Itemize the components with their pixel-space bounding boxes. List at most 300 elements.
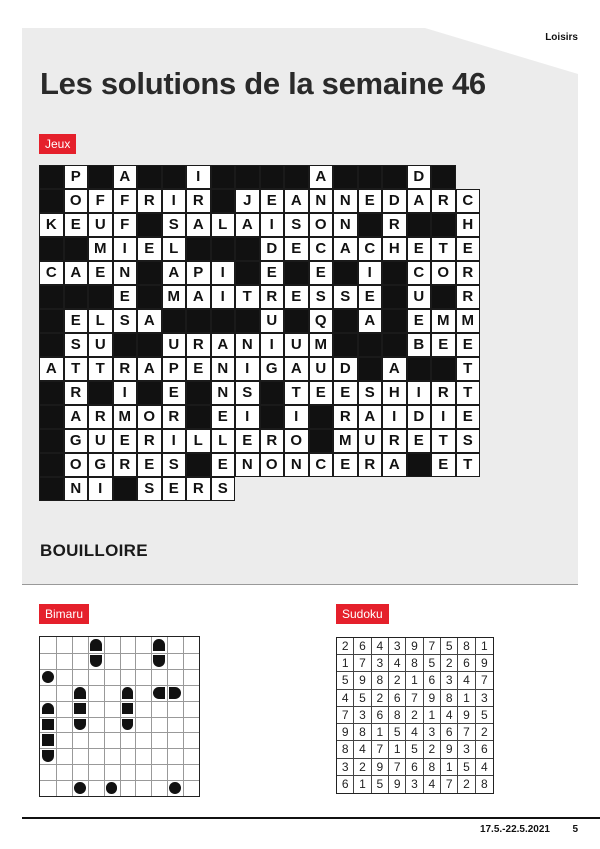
sudoku-cell: 6 [372,707,389,724]
sudoku-cell: 3 [458,741,475,758]
crossword-letter-cell: M [333,429,358,453]
crossword-black-cell [260,381,285,405]
crossword-black-cell [382,333,407,357]
ship-bottom-segment [90,655,102,667]
crossword-black-cell [382,261,407,285]
crossword-letter-cell: E [358,189,383,213]
crossword-letter-cell: S [284,213,309,237]
sudoku-cell: 4 [458,672,475,689]
ship-circle-segment [42,671,54,683]
sudoku-cell: 4 [406,724,423,741]
crossword-black-cell [284,261,309,285]
sudoku-cell: 4 [354,741,371,758]
ship-bottom-segment [74,719,86,731]
crossword-black-cell [358,357,383,381]
sudoku-cell: 5 [406,741,423,758]
crossword-letter-cell: E [456,405,481,429]
crossword-letter-cell: N [235,333,260,357]
crossword-letter-cell: O [260,453,285,477]
crossword-letter-cell: E [137,237,162,261]
crossword-letter-cell: E [64,213,89,237]
crossword-black-cell [137,381,162,405]
crossword-letter-cell: S [456,429,481,453]
crossword-black-cell [137,333,162,357]
bimaru-grid-line [40,732,199,733]
sudoku-cell: 2 [458,776,475,793]
crossword-letter-cell: R [64,381,89,405]
crossword-black-cell [407,213,432,237]
crossword-letter-cell: E [407,237,432,261]
crossword-letter-cell: S [358,381,383,405]
crossword-letter-cell: I [382,405,407,429]
crossword-black-cell [186,453,211,477]
sudoku-cell: 6 [354,638,371,655]
sudoku-cell: 7 [372,741,389,758]
page-number: 5 [572,824,578,835]
crossword-letter-cell: G [64,429,89,453]
sudoku-cell: 3 [441,672,458,689]
crossword-letter-cell: C [358,237,383,261]
ship-top-segment [122,687,134,699]
crossword-black-cell [333,309,358,333]
bimaru-grid-line [183,637,184,796]
crossword-letter-cell: E [358,285,383,309]
crossword-letter-cell: A [39,357,64,381]
crossword-letter-cell: L [162,237,187,261]
crossword-letter-cell: E [456,333,481,357]
crossword-black-cell [39,453,64,477]
crossword-black-cell [211,165,236,189]
crossword-black-cell [64,237,89,261]
sudoku-cell: 2 [389,672,406,689]
sudoku-cell: 7 [354,655,371,672]
sudoku-cell: 9 [458,707,475,724]
crossword-black-cell [137,213,162,237]
bimaru-grid-line [151,637,152,796]
crossword-letter-cell: T [456,381,481,405]
crossword-black-cell [235,165,260,189]
crossword-letter-cell: R [113,453,138,477]
crossword-letter-cell: E [284,237,309,261]
sudoku-cell: 3 [372,655,389,672]
crossword-letter-cell: A [284,189,309,213]
sudoku-cell: 3 [354,707,371,724]
crossword-letter-cell: M [162,285,187,309]
crossword-letter-cell: T [456,357,481,381]
sudoku-cell: 7 [441,776,458,793]
crossword-black-cell [137,261,162,285]
crossword-letter-cell: O [309,213,334,237]
ship-circle-segment [74,782,86,794]
crossword-letter-cell: M [113,405,138,429]
crossword-letter-cell: R [186,333,211,357]
bimaru-grid-line [40,764,199,765]
crossword-black-cell [88,381,113,405]
crossword-letter-cell: I [211,261,236,285]
sudoku-cell: 4 [337,690,354,707]
crossword-black-cell [186,309,211,333]
crossword-letter-cell: S [162,213,187,237]
crossword-letter-cell: R [260,429,285,453]
sudoku-cell: 9 [354,672,371,689]
crossword-letter-cell: U [88,429,113,453]
crossword-letter-cell: A [211,333,236,357]
sudoku-cell: 9 [389,776,406,793]
crossword-letter-cell: U [88,213,113,237]
sudoku-cell: 6 [406,759,423,776]
crossword-letter-cell: A [333,237,358,261]
sudoku-cell: 7 [424,638,441,655]
ship-circle-segment [169,782,181,794]
crossword-letter-cell: R [456,261,481,285]
ship-top-segment [74,687,86,699]
crossword-black-cell [113,333,138,357]
crossword-letter-cell: R [113,357,138,381]
sudoku-cell: 5 [354,690,371,707]
crossword-letter-cell: S [113,309,138,333]
jeux-tag: Jeux [39,134,76,154]
crossword-black-cell [39,477,64,501]
crossword-letter-cell: A [64,405,89,429]
sudoku-cell: 8 [480,776,488,791]
crossword-letter-cell: T [88,357,113,381]
footer-rule [22,817,600,819]
crossword-letter-cell: E [431,453,456,477]
crossword-letter-cell: I [211,285,236,309]
crossword-letter-cell: A [162,261,187,285]
crossword-letter-cell: R [88,405,113,429]
crossword-letter-cell: J [235,189,260,213]
sudoku-cell: 5 [441,638,458,655]
ship-middle-segment [122,703,134,715]
crossword-letter-cell: E [113,429,138,453]
sudoku-cell: 9 [476,655,493,672]
bimaru-grid-line [40,780,199,781]
crossword-black-cell [284,309,309,333]
crossword-letter-cell: U [162,333,187,357]
crossword-letter-cell: O [64,189,89,213]
crossword-letter-cell: N [113,261,138,285]
sudoku-cell: 1 [406,672,423,689]
crossword-letter-cell: I [162,429,187,453]
crossword-black-cell [64,285,89,309]
crossword-letter-cell: U [88,333,113,357]
sudoku-cell: 9 [406,638,423,655]
crossword-letter-cell: C [456,189,481,213]
crossword-letter-cell: R [186,189,211,213]
crossword-letter-cell: E [309,381,334,405]
crossword-letter-cell: I [260,213,285,237]
crossword-black-cell [382,285,407,309]
crossword-black-cell [235,309,260,333]
sudoku-cell: 7 [406,690,423,707]
sudoku-cell: 2 [424,741,441,758]
crossword-black-cell [284,165,309,189]
sudoku-cell: 1 [441,759,458,776]
crossword-letter-cell: A [407,189,432,213]
crossword-black-cell [407,357,432,381]
crossword-black-cell [211,237,236,261]
crossword-letter-cell: E [137,453,162,477]
sudoku-cell: 7 [337,707,354,724]
crossword-letter-cell: M [456,309,481,333]
crossword-black-cell [333,165,358,189]
crossword-letter-cell: I [235,405,260,429]
crossword-letter-cell: E [162,477,187,501]
crossword-letter-cell: F [88,189,113,213]
crossword-letter-cell: T [431,237,456,261]
sudoku-cell: 3 [424,724,441,741]
crossword-letter-cell: M [88,237,113,261]
bimaru-grid-line [167,637,168,796]
crossword-black-cell [186,405,211,429]
crossword-black-cell [39,405,64,429]
crossword-letter-cell: H [382,237,407,261]
crossword-letter-cell: A [382,453,407,477]
crossword-letter-cell: E [333,453,358,477]
crossword-black-cell [39,165,64,189]
crossword-letter-cell: I [88,477,113,501]
crossword-letter-cell: T [284,381,309,405]
crossword-black-cell [431,165,456,189]
crossword-letter-cell: I [186,165,211,189]
sudoku-cell: 9 [372,759,389,776]
crossword-letter-cell: I [113,381,138,405]
crossword-letter-cell: G [260,357,285,381]
sudoku-cell: 4 [476,759,493,776]
sudoku-cell: 4 [424,776,441,793]
crossword-letter-cell: I [407,381,432,405]
sudoku-cell: 2 [476,724,493,741]
sudoku-cell: 3 [406,776,423,793]
crossword-letter-cell: A [64,261,89,285]
crossword-letter-cell: C [407,261,432,285]
crossword-letter-cell: S [309,285,334,309]
crossword-letter-cell: F [113,189,138,213]
ship-bottom-segment [42,750,54,762]
crossword-letter-cell: N [211,357,236,381]
crossword-letter-cell: A [235,213,260,237]
crossword-black-cell [309,405,334,429]
crossword-letter-cell: I [113,237,138,261]
sudoku-cell: 1 [458,690,475,707]
crossword-letter-cell: N [333,189,358,213]
crossword-black-cell [358,165,383,189]
crossword-letter-cell: A [137,309,162,333]
sudoku-cell: 8 [354,724,371,741]
sudoku-cell: 2 [354,759,371,776]
crossword-letter-cell: U [358,429,383,453]
crossword-letter-cell: I [431,405,456,429]
crossword-letter-cell: A [186,285,211,309]
sudoku-cell: 3 [337,759,354,776]
crossword-black-cell [211,309,236,333]
crossword-letter-cell: F [113,213,138,237]
crossword-letter-cell: R [431,381,456,405]
crossword-answer: BOUILLOIRE [40,541,148,560]
crossword-black-cell [431,213,456,237]
sudoku-cell: 1 [389,741,406,758]
crossword-letter-cell: E [407,429,432,453]
crossword-letter-cell: L [186,429,211,453]
sudoku-cell: 5 [458,759,475,776]
crossword-letter-cell: G [88,453,113,477]
crossword-letter-cell: R [137,429,162,453]
sudoku-grid [336,637,494,794]
crossword-letter-cell: P [186,261,211,285]
sudoku-cell: 7 [476,672,493,689]
sudoku-cell: 8 [406,655,423,672]
crossword-black-cell [137,285,162,309]
ship-middle-segment [42,719,54,731]
crossword-letter-cell: D [333,357,358,381]
crossword-letter-cell: S [162,453,187,477]
sudoku-cell: 3 [476,690,493,707]
crossword-letter-cell: N [309,189,334,213]
crossword-letter-cell: I [162,189,187,213]
crossword-letter-cell: C [309,237,334,261]
crossword-black-cell [358,333,383,357]
crossword-letter-cell: D [407,165,432,189]
crossword-letter-cell: I [260,333,285,357]
crossword-black-cell [431,357,456,381]
crossword-black-cell [211,189,236,213]
crossword-letter-cell: O [64,453,89,477]
crossword-letter-cell: E [407,309,432,333]
sudoku-cell: 4 [372,638,389,655]
crossword-letter-cell: R [358,453,383,477]
crossword-black-cell [382,165,407,189]
bimaru-grid [39,636,200,797]
crossword-letter-cell: A [186,213,211,237]
sudoku-cell: 9 [337,724,354,741]
sudoku-cell: 2 [441,655,458,672]
crossword-letter-cell: A [137,357,162,381]
crossword-letter-cell: N [211,381,236,405]
crossword-letter-cell: Q [309,309,334,333]
crossword-black-cell [407,453,432,477]
sudoku-cell: 5 [424,655,441,672]
crossword-letter-cell: C [309,453,334,477]
sudoku-cell: 8 [372,672,389,689]
crossword-letter-cell: I [284,405,309,429]
sudoku-cell: 8 [424,759,441,776]
crossword-letter-cell: O [137,405,162,429]
crossword-letter-cell: A [113,165,138,189]
crossword-letter-cell: T [431,429,456,453]
crossword-letter-cell: M [309,333,334,357]
crossword-letter-cell: T [64,357,89,381]
section-label: Loisirs [545,32,578,43]
crossword-letter-cell: N [64,477,89,501]
crossword-letter-cell: B [407,333,432,357]
crossword-black-cell [113,477,138,501]
crossword-letter-cell: E [186,357,211,381]
issue-dates: 17.5.-22.5.2021 [479,824,550,835]
sudoku-cell: 5 [372,776,389,793]
crossword-letter-cell: D [407,405,432,429]
crossword-black-cell [235,237,260,261]
crossword-letter-cell: R [260,285,285,309]
crossword-letter-cell: S [235,381,260,405]
crossword-black-cell [39,309,64,333]
crossword-black-cell [333,261,358,285]
bimaru-grid-line [40,717,199,718]
crossword-letter-cell: L [211,213,236,237]
crossword-letter-cell: P [162,357,187,381]
sudoku-cell: 2 [372,690,389,707]
crossword-black-cell [39,381,64,405]
crossword-letter-cell: D [260,237,285,261]
crossword-black-cell [39,189,64,213]
crossword-letter-cell: L [211,429,236,453]
ship-bottom-segment [122,719,134,731]
sudoku-cell: 6 [458,655,475,672]
crossword-letter-cell: A [358,405,383,429]
sudoku-cell: 5 [476,707,493,724]
crossword-black-cell [235,261,260,285]
crossword-black-cell [431,285,456,309]
crossword-letter-cell: T [456,453,481,477]
crossword-black-cell [382,309,407,333]
crossword-black-cell [186,237,211,261]
crossword-black-cell [137,165,162,189]
sudoku-cell: 8 [441,690,458,707]
bimaru-grid-line [135,637,136,796]
crossword-letter-cell: U [284,333,309,357]
ship-left-segment [153,687,165,699]
crossword-black-cell [333,333,358,357]
ship-top-segment [90,639,102,651]
crossword-letter-cell: N [333,213,358,237]
sudoku-cell: 1 [337,655,354,672]
sudoku-cell: 9 [441,741,458,758]
sudoku-cell: 6 [424,672,441,689]
crossword-letter-cell: O [431,261,456,285]
crossword-letter-cell: A [284,357,309,381]
crossword-letter-cell: A [309,165,334,189]
sudoku-cell: 2 [406,707,423,724]
ship-circle-segment [106,782,118,794]
sudoku-cell: 4 [389,655,406,672]
crossword-letter-cell: E [211,405,236,429]
crossword-letter-cell: A [382,357,407,381]
sudoku-cell: 8 [389,707,406,724]
crossword-black-cell [186,381,211,405]
crossword-letter-cell: E [162,381,187,405]
page-title: Les solutions de la semaine 46 [40,66,486,101]
crossword-letter-cell: E [431,333,456,357]
crossword-letter-cell: S [137,477,162,501]
crossword-letter-cell: R [382,429,407,453]
crossword-letter-cell: C [39,261,64,285]
ship-right-segment [169,687,181,699]
crossword-letter-cell: T [235,285,260,309]
crossword-letter-cell: E [211,453,236,477]
sudoku-cell: 6 [337,776,354,793]
crossword-letter-cell: H [456,213,481,237]
crossword-letter-cell: R [382,213,407,237]
crossword-letter-cell: E [309,261,334,285]
crossword-letter-cell: R [333,405,358,429]
crossword-letter-cell: I [358,261,383,285]
crossword-letter-cell: N [284,453,309,477]
crossword-letter-cell: E [64,309,89,333]
ship-top-segment [153,639,165,651]
crossword-black-cell [358,213,383,237]
crossword-black-cell [88,165,113,189]
sudoku-cell: 1 [424,707,441,724]
